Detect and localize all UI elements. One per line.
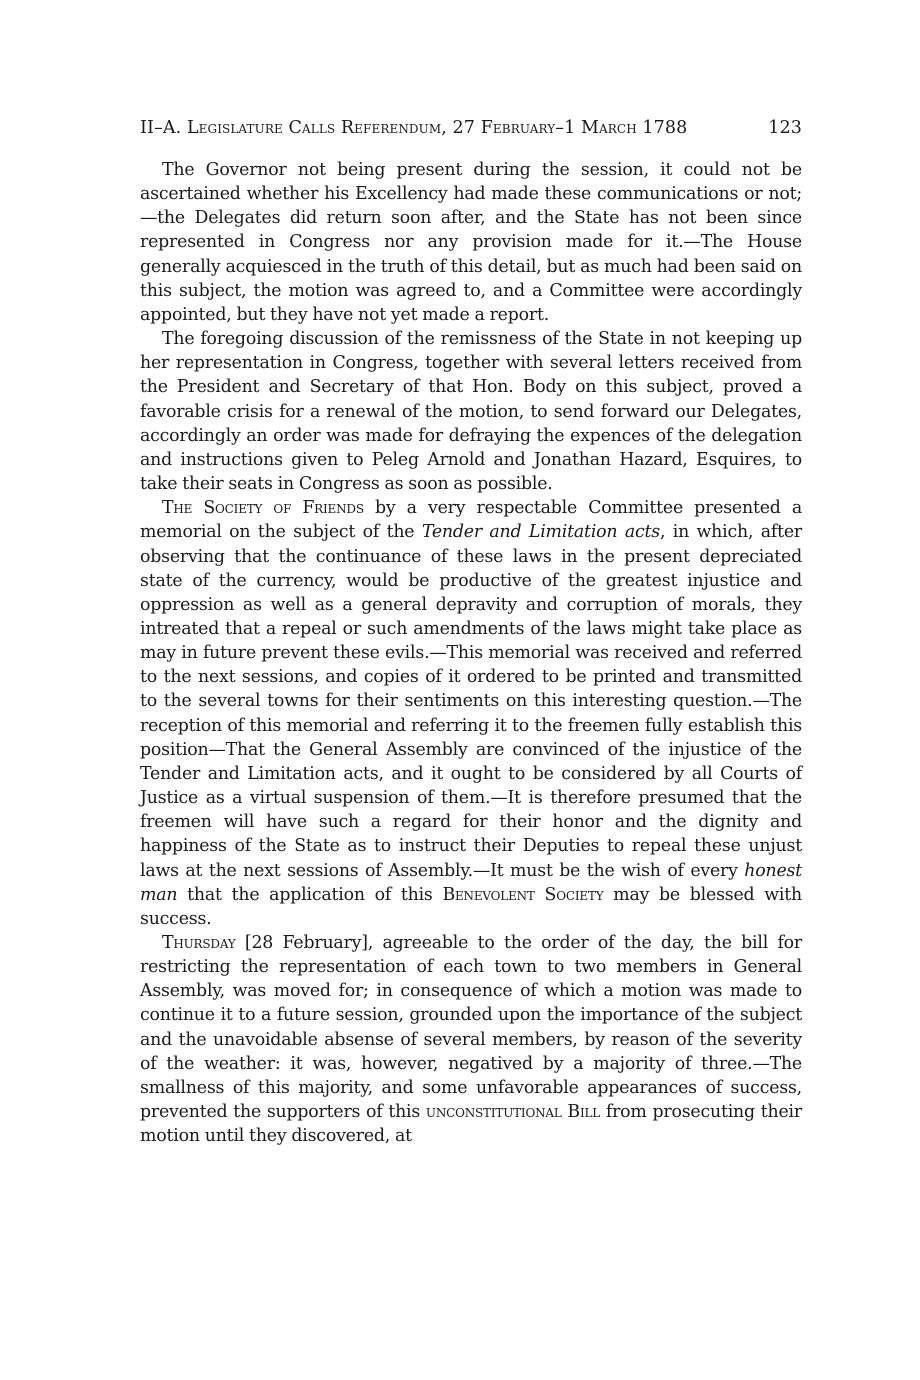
italic-honest-man: honest man <box>140 860 802 905</box>
body-text <box>140 158 802 1148</box>
text-run: may be blessed with success. <box>140 884 802 929</box>
italic-acts: Tender and Limitation acts <box>421 522 660 543</box>
paragraph <box>140 496 802 931</box>
benevolent-society: Benevolent Society <box>442 884 604 905</box>
thursday-heading: Thursday <box>162 933 236 953</box>
paragraph: The Governor not being present during the session, it could not be ascertained whether his Excellency had made these communications or not;—the Delegates did return soon after, and the State has not been since represented in Congress nor any provision made for it.—The House generally acquiesced in the truth of this detail, but as much had been said on this subject, the motion was agreed to, and a Committee were accordingly appointed, but they have not yet made a report. <box>140 160 802 325</box>
running-title: II–A. Legislature Calls Referendum, 27 February–1 March 1788 <box>140 118 688 138</box>
unconstitutional-bill: unconstitutional Bill <box>425 1102 601 1123</box>
text-run: that the application of this <box>177 884 443 905</box>
running-header <box>140 118 802 138</box>
paragraph <box>140 931 802 1148</box>
text-run: , in which, after observing that the continuance of these laws in the present depreciated state of the currency, would be productive of the greatest injustice and oppression as well as a general depravity and corruption of morals, they intreated that a repeal or such amendments of the laws might take place as may in future prevent these evils.—This memorial was received and referred to the next sessions, and copies of it ordered to be printed and transmitted to the several towns for their sentiments on this interesting question.—The reception of this memorial and referring it to the freemen fully establish this position—That the General Assembly are convinced of the injustice of the Tender and Limitation acts, and it ought to be considered by all Courts of Justice as a virtual suspension of them.—It is therefore presumed that the freemen will have such a regard for their honor and the dignity and happiness of the State as to instruct their Deputies to repeal these unjust laws at the next sessions of Assembly.—It must be the wish of every <box>140 522 802 881</box>
society-of-friends-heading: The Society of Friends <box>162 498 364 519</box>
document-page <box>140 118 802 1148</box>
text-run: [28 February], agreeable to the order of the day, the bill for restricting the representation of each town to two members in General Assembly, was moved for; in consequence of which a motion was made to continue it to a future session, grounded upon the importance of the subject and the unavoidable absense of several members, by reason of the severity of the weather: it was, however, negatived by a majority of three.—The smallness of this majority, and some unfavorable appearances of success, prevented the supporters of this <box>140 933 802 1123</box>
page-number: 123 <box>768 118 802 138</box>
text-run: from prosecuting their motion until they discovered, at <box>140 1102 802 1147</box>
text-run: by a very respectable Committee presented a memorial on the subject of the <box>140 498 802 543</box>
paragraph: The foregoing discussion of the remissness of the State in not keeping up her representation in Congress, together with several letters received from the President and Secretary of that Hon. Body on this subject, proved a favorable crisis for a renewal of the motion, to send forward our Delegates, accordingly an order was made for defraying the expences of the delegation and instructions given to Peleg Arnold and Jonathan Hazard, Esquires, to take their seats in Congress as soon as possible. <box>140 329 802 495</box>
